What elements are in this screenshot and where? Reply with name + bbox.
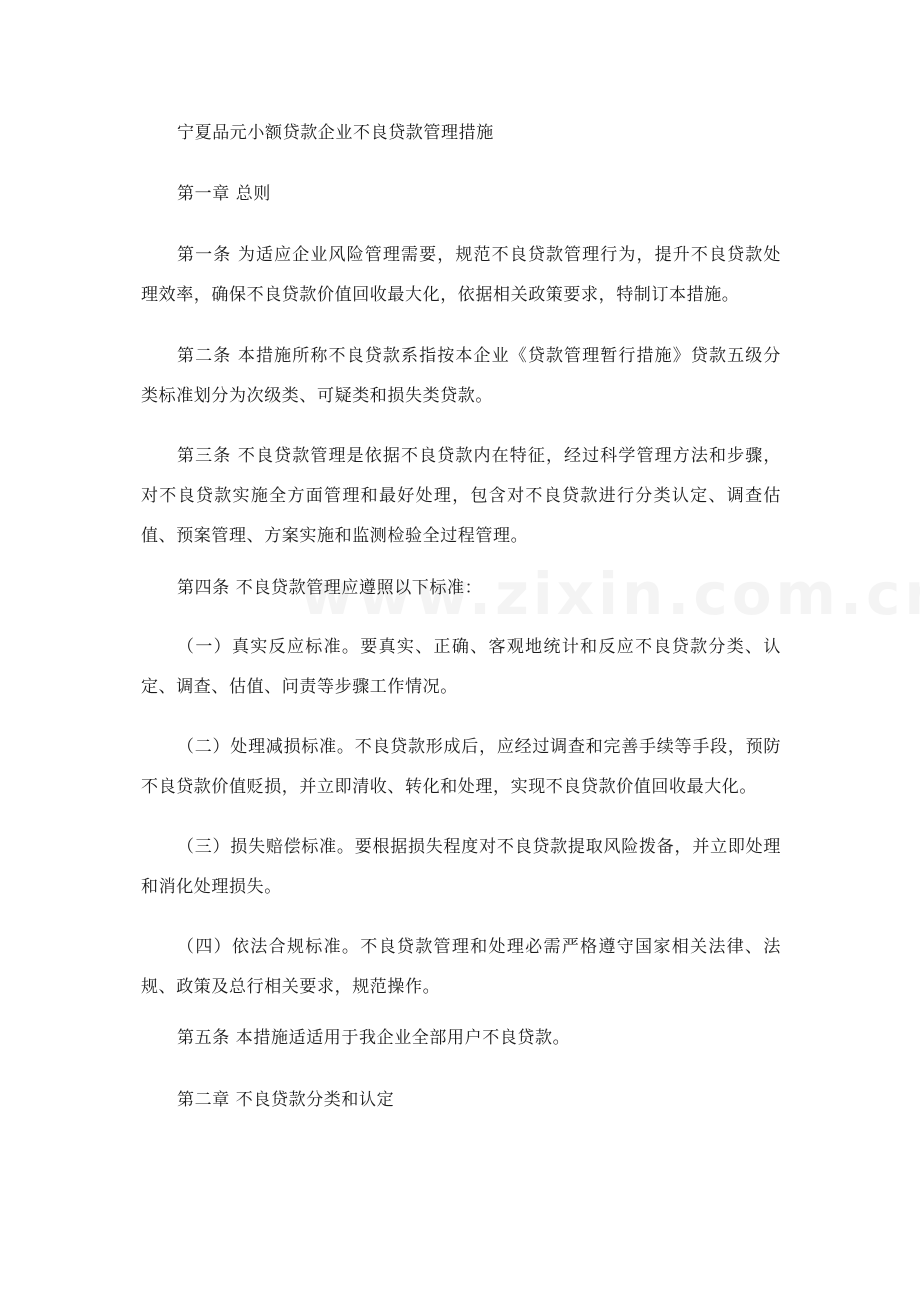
chapter-heading-2: 第二章 不良贷款分类和认定: [177, 1090, 395, 1110]
article-4-item-4: （四）依法合规标准。不良贷款管理和处理必需严格遵守国家相关法律、法规、政策及总行相关要求，规范操作。: [141, 937, 781, 997]
article-1: 第一条 为适应企业风险管理需要，规范不良贷款管理行为，提升不良贷款处理效率，确保不良贷款价值回收最大化，依据相关政策要求，特制订本措施。: [141, 245, 781, 305]
article-4-item-2: （二）处理减损标准。不良贷款形成后，应经过调查和完善手续等手段，预防不良贷款价值贬损，并立即清收、转化和处理，实现不良贷款价值回收最大化。: [141, 737, 781, 797]
article-3: 第三条 不良贷款管理是依据不良贷款内在特征，经过科学管理方法和步骤，对不良贷款实施全方面管理和最好处理，包含对不良贷款进行分类认定、调查估值、预案管理、方案实施和监测检验全过程管理。: [141, 446, 781, 546]
article-2: 第二条 本措施所称不良贷款系指按本企业《贷款管理暂行措施》贷款五级分类标准划分为次级类、可疑类和损失类贷款。: [141, 346, 781, 406]
article-5: 第五条 本措施适适用于我企业全部用户不良贷款。: [177, 1028, 571, 1048]
document-title: 宁夏品元小额贷款企业不良贷款管理措施: [177, 123, 494, 143]
article-4-item-3: （三）损失赔偿标准。要根据损失程度对不良贷款提取风险拨备，并立即处理和消化处理损失。: [141, 837, 781, 897]
article-4: 第四条 不良贷款管理应遵照以下标准：: [177, 578, 483, 598]
article-4-item-1: （一）真实反应标准。要真实、正确、客观地统计和反应不良贷款分类、认定、调查、估值、问责等步骤工作情况。: [141, 637, 781, 697]
chapter-heading-1: 第一章 总则: [177, 184, 272, 204]
